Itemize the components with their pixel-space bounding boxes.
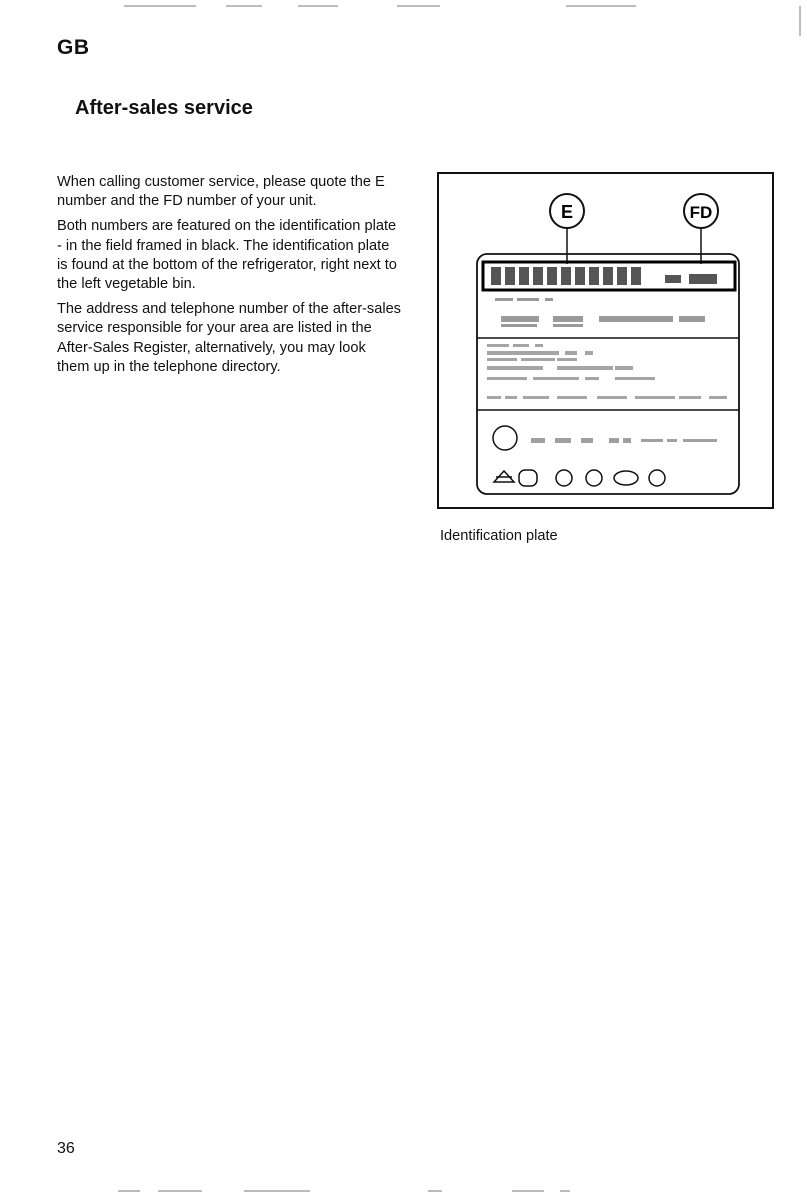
- figure-caption: Identification plate: [440, 528, 558, 544]
- section-title: After-sales service: [75, 97, 253, 119]
- identification-plate-illustration: [439, 174, 776, 511]
- plate-bottom-row: [531, 438, 717, 443]
- number-field-characters: [491, 267, 717, 285]
- fd-label: FD: [689, 203, 713, 222]
- plate-mark-circle: [493, 426, 517, 450]
- paragraph-quote-numbers: When calling customer service, please quote the E number and the FD number of your unit.: [57, 174, 385, 210]
- identification-plate-figure: [437, 172, 774, 509]
- certification-symbols: [494, 470, 665, 486]
- language-code: GB: [57, 36, 90, 59]
- paragraph-service-address: The address and telephone number of the after-sales service responsible for your area are listed in the After-Sales Register, alternatively, you may look them up in the telephone directory.: [57, 301, 401, 375]
- body-text: [57, 173, 402, 383]
- paragraph-plate-location: Both numbers are featured on the identification plate - in the field framed in black. The identification plate is found at the bottom of the refrigerator, right next to the left vegetable bin.: [57, 218, 397, 293]
- e-label: E: [560, 202, 574, 222]
- plate-printed-rows: [495, 298, 705, 327]
- plate-specification-rows: [487, 344, 727, 399]
- page-number: 36: [57, 1140, 75, 1157]
